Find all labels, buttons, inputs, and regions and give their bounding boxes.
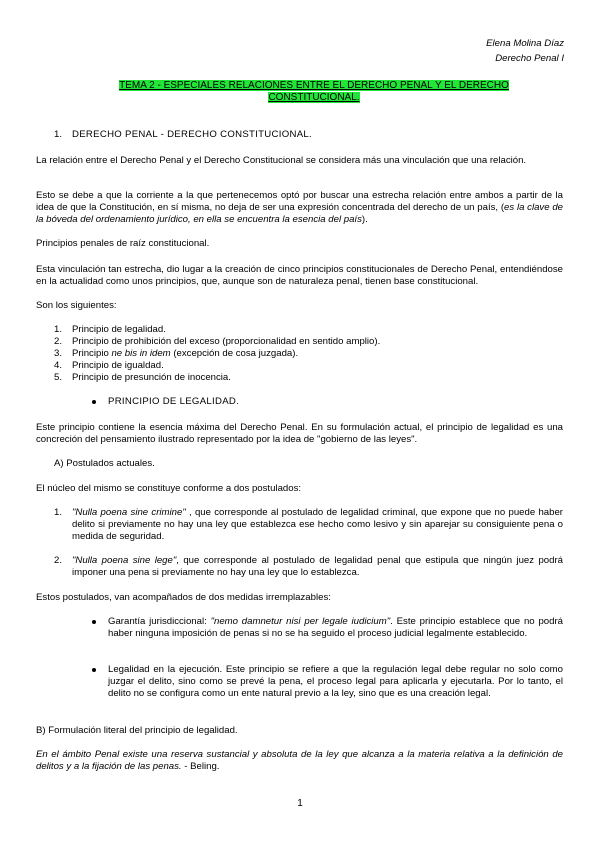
paragraph-principles-heading: Principios penales de raíz constitucional.	[36, 238, 210, 249]
paragraph-list-intro: Son los siguientes:	[36, 300, 117, 311]
postulado-item: "Nulla poena sine crimine" , que corresponde al postulado de legalidad criminal, que expone que no puede haber delito si previamente no hay una ley que establezca ese hecho como lesivo y sin aparejar su consiguiente pena o medida de seguridad.	[72, 507, 563, 542]
paragraph-nucleo: El núcleo del mismo se constituye conforme a dos postulados:	[36, 483, 302, 494]
list-item-number: 5.	[54, 372, 63, 383]
document-title: TEMA 2 - ESPECIALES RELACIONES ENTRE EL DERECHO PENAL Y EL DERECHO CONSTITUCIONAL.	[119, 80, 509, 103]
bullet-icon	[92, 400, 96, 404]
section-heading: DERECHO PENAL - DERECHO CONSTITUCIONAL.	[72, 129, 313, 140]
page-number: 1	[297, 798, 303, 809]
subheading-formulacion: B) Formulación literal del principio de legalidad.	[36, 725, 238, 736]
subheading-postulados: A) Postulados actuales.	[54, 458, 155, 469]
list-item-number: 4.	[54, 360, 63, 371]
paragraph-vinculacion: Esta vinculación tan estrecha, dio lugar a la creación de cinco principios constitucionales de Derecho Penal, entendiéndose en la actualidad como unos principios, que, aunque son de naturaleza penal, tienen base constitucional.	[36, 264, 563, 287]
list-item: Principio de presunción de inocencia.	[72, 372, 231, 383]
header-course: Derecho Penal I	[495, 53, 564, 64]
bullet-icon	[92, 620, 96, 624]
medida-item: Legalidad en la ejecución. Este principio se refiere a que la regulación legal debe regular no solo como juzgar el delito, sino como se prevé la pena, el proceso legal para aplicarla y ejecutarla. Por lo tanto, el delito no se configura como un ente natural previo a la ley, sino que es una creación legal.	[108, 664, 563, 699]
bullet-heading: PRINCIPIO DE LEGALIDAD.	[108, 396, 240, 407]
postulado-item: "Nulla poena sine lege", que corresponde al postulado de legalidad penal que estipula que ningún juez podrá imponer una pena si previamente no hay una ley que lo establezca.	[72, 555, 563, 578]
list-item-number: 1.	[54, 324, 63, 335]
list-item-number: 2.	[54, 336, 63, 347]
quote-beling: En el ámbito Penal existe una reserva sustancial y absoluta de la ley que alcanza a la materia relativa a la definición de delitos y a la fijación de las penas. - Beling.	[36, 749, 563, 772]
paragraph-legalidad: Este principio contiene la esencia máxima del Derecho Penal. En su formulación actual, el principio de legalidad es una concreción del pensamiento ilustrado representado por la idea de "gobierno de las leyes".	[36, 422, 563, 445]
bullet-icon	[92, 668, 96, 672]
list-item: Principio de prohibición del exceso (proporcionalidad en sentido amplio).	[72, 336, 381, 347]
header-author: Elena Molina Díaz	[486, 38, 564, 49]
list-item: Principio ne bis in idem (excepción de cosa juzgada).	[72, 348, 299, 359]
list-item-number: 3.	[54, 348, 63, 359]
postulado-number: 2.	[54, 555, 63, 566]
paragraph-constitution: Esto se debe a que la corriente a la que pertenecemos optó por buscar una estrecha relación entre ambos a partir de la idea de que la Constitución, en sí misma, no deja de ser una expresión concentrada del derecho de un país, (es la clave de la bóveda del ordenamiento jurídico, en ella se encuentra la esencia del país).	[36, 190, 563, 225]
paragraph-relation: La relación entre el Derecho Penal y el Derecho Constitucional se considera más una vinculación que una relación.	[36, 155, 527, 166]
medida-item: Garantía jurisdiccional: "nemo damnetur nisi per legale iudicium". Este principio establece que no podrá haber ninguna imposición de penas si no se ha seguido el proceso judicial legalmente establecido.	[108, 616, 563, 639]
list-item: Principio de legalidad.	[72, 324, 166, 335]
list-item: Principio de igualdad.	[72, 360, 164, 371]
paragraph-medidas: Estos postulados, van acompañados de dos medidas irremplazables:	[36, 592, 331, 603]
section-number: 1.	[54, 129, 63, 140]
postulado-number: 1.	[54, 507, 63, 518]
